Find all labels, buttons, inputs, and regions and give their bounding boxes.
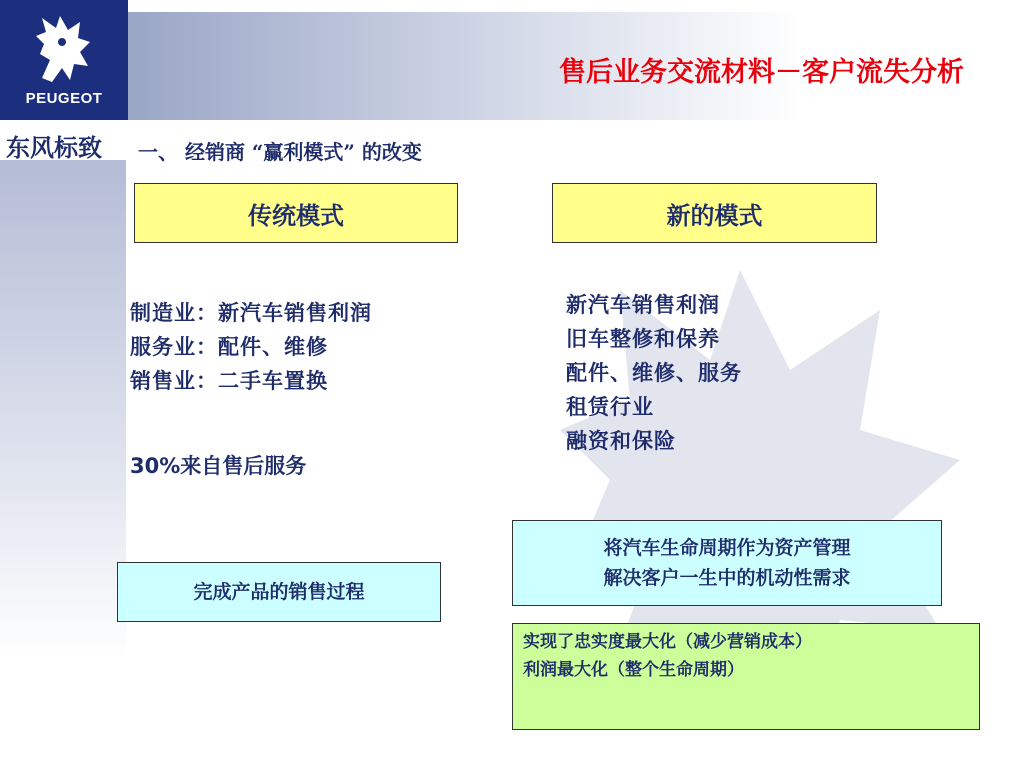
traditional-mode-box: [134, 183, 458, 243]
benefits-box: [512, 623, 980, 730]
page-title: 售后业务交流材料－客户流失分析: [559, 57, 964, 88]
list-item: 配件、维修、服务: [566, 360, 742, 385]
list-item: 旧车整修和保养: [566, 326, 720, 351]
benefit-line: 实现了忠实度最大化（减少营销成本）: [523, 632, 812, 652]
summary-line: 解决客户一生中的机动性需求: [603, 567, 851, 589]
benefit-line: 利润最大化（整个生命周期）: [523, 660, 744, 680]
summary-line: 将汽车生命周期作为资产管理: [603, 537, 851, 559]
lion-icon: [22, 8, 106, 88]
list-item: 制造业：新汽车销售利润: [130, 300, 372, 325]
brand-chinese-name: 东风标致: [6, 133, 102, 162]
new-mode-label: 新的模式: [666, 200, 763, 230]
new-mode-box: [552, 183, 877, 243]
left-decorative-strip: [0, 160, 126, 660]
new-model-items: [566, 288, 742, 458]
section-heading: 一、 经销商 “赢利模式” 的改变: [138, 140, 422, 164]
logo-text: PEUGEOT: [25, 90, 103, 107]
list-item: 租赁行业: [566, 394, 654, 419]
traditional-items: [130, 296, 372, 398]
new-model-summary-box: [512, 520, 942, 606]
list-item: 融资和保险: [566, 428, 676, 453]
after-sales-stat: 30%来自售后服务: [130, 454, 307, 478]
list-item: 服务业：配件、维修: [130, 334, 328, 359]
list-item: 销售业：二手车置换: [130, 368, 328, 393]
traditional-summary-box: [117, 562, 441, 622]
list-item: 新汽车销售利润: [566, 292, 720, 317]
traditional-summary-text: 完成产品的销售过程: [193, 581, 365, 603]
traditional-mode-label: 传统模式: [248, 200, 344, 230]
peugeot-logo: [0, 0, 128, 120]
